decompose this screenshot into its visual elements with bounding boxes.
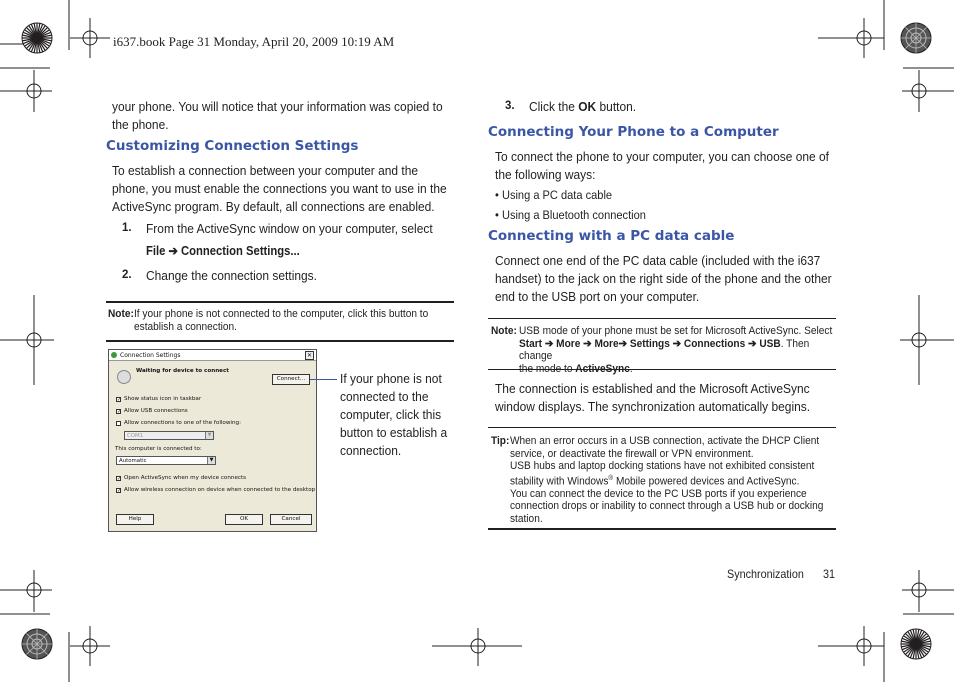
checkbox-ports[interactable] [116, 421, 121, 426]
usb-note-line-1: USB mode of your phone must be set for Microsoft ActiveSync. Select [519, 325, 833, 337]
crosshair-target-icon [900, 295, 940, 385]
registered-mark: ® [608, 474, 614, 482]
sync-status-icon [117, 370, 131, 384]
tip-bottom-rule [488, 528, 836, 530]
option-open-activesync: Open ActiveSync when my device connects [124, 475, 247, 481]
usb-note-path: Start ➔ More ➔ More➔ Settings ➔ Connections ➔ USB [519, 337, 781, 350]
usb-note-path-post: . Then change [519, 337, 810, 362]
footer-section: Synchronization [727, 567, 804, 581]
usb-note-line-2 [519, 338, 836, 363]
dialog-title-bar [109, 350, 316, 361]
crosshair-target-icon [0, 70, 52, 112]
option-ports: Allow connections to one of the following: [124, 420, 241, 426]
crosshair-target-icon [0, 570, 52, 612]
computer-connection-value: Automatic [119, 458, 147, 464]
callout-text: If your phone is not connected to the computer, click this button to establish a connection. [340, 371, 448, 458]
tip-text-1: When an error occurs in a USB connection, activate the DHCP Client service, or deactivate the firewall or VPN environment. [510, 435, 820, 460]
pc-cable-paragraph: Connect one end of the PC data cable (included with the i637 handset) to the jack on the right side of the phone and the other end to the USB port on your computer. [495, 253, 832, 304]
option-usb: Allow USB connections [124, 408, 188, 414]
usb-note-mode-pre: the mode to [519, 362, 576, 375]
filled-circle-target-icon [22, 629, 52, 659]
connection-established-paragraph: The connection is established and the Microsoft ActiveSync window displays. The synchronization automatically begins. [495, 381, 811, 414]
section-title-pc-data-cable: Connecting with a PC data cable [488, 228, 735, 244]
option-wireless: Allow wireless connection on device when connected to the desktop [124, 487, 316, 493]
starburst-target-icon [22, 23, 52, 53]
step-3-ok: OK [578, 99, 597, 114]
filled-circle-target-icon [901, 23, 931, 53]
crosshair-target-icon [432, 628, 522, 666]
callout-leader-line [310, 379, 337, 380]
note-top-rule [106, 301, 454, 303]
activesync-icon [111, 352, 117, 358]
page-number: 31 [823, 567, 836, 581]
starburst-target-icon [901, 629, 931, 659]
note-label: Note: [491, 325, 517, 337]
intro-paragraph: your phone. You will notice that your information was copied to the phone. [112, 99, 443, 132]
step-3-text [529, 98, 817, 116]
crosshair-target-icon [818, 18, 884, 58]
port-select-value: COM1 [127, 433, 144, 439]
note-bottom-rule [488, 369, 836, 370]
section-title-connecting-phone: Connecting Your Phone to a Computer [488, 124, 779, 140]
step-number: 2. [122, 269, 132, 281]
ok-button[interactable]: OK [225, 514, 263, 525]
computer-connected-label: This computer is connected to: [115, 446, 202, 452]
running-head: i637.book Page 31 Monday, April 20, 2009 10:19 AM [113, 34, 395, 49]
option-show-icon: Show status icon in taskbar [124, 396, 202, 402]
tip-text-2-post: Mobile powered devices and ActiveSync. [613, 475, 800, 488]
step-number: 3. [505, 100, 515, 112]
cancel-button[interactable]: Cancel [270, 514, 312, 525]
tip-text-2-pre: USB hubs and laptop docking stations have not exhibited consistent stability with Windows [510, 460, 815, 488]
crosshair-target-icon [902, 570, 954, 612]
section-title-customizing: Customizing Connection Settings [106, 138, 359, 154]
bullet-pc-cable: • Using a PC data cable [495, 188, 613, 202]
crosshair-target-icon [70, 18, 110, 58]
tip-text-2 [510, 460, 837, 488]
step-3-post: button. [596, 99, 637, 114]
tip-text [510, 435, 837, 525]
crosshair-target-icon [70, 626, 110, 666]
customizing-paragraph: To establish a connection between your computer and the phone, you must enable the connections you want to use in the ActiveSync program. By default, all connections are enabled. [112, 163, 447, 214]
chevron-down-icon: ▼ [205, 432, 213, 439]
step-2-text: Change the connection settings. [146, 268, 317, 283]
usb-note [519, 325, 836, 375]
usb-note-mode-post: . [629, 362, 633, 375]
port-select[interactable] [124, 431, 214, 440]
note-label: Note: [108, 308, 134, 320]
usb-note-mode: ActiveSync [575, 362, 630, 375]
checkbox-usb[interactable]: ✓ [117, 409, 122, 415]
checkbox-wireless[interactable]: ✓ [117, 488, 122, 494]
note-text: If your phone is not connected to the computer, click this button to establish a connection. [134, 308, 429, 333]
tip-label: Tip: [491, 435, 510, 447]
help-button[interactable]: Help [116, 514, 154, 525]
computer-connection-select[interactable] [116, 456, 216, 465]
note-bottom-rule [106, 340, 454, 342]
crosshair-target-icon [14, 295, 54, 385]
bullet-bluetooth: • Using a Bluetooth connection [495, 208, 646, 222]
checkbox-show-icon[interactable]: ✓ [117, 397, 122, 403]
crosshair-target-icon [818, 626, 884, 666]
step-3-pre: Click the [529, 99, 579, 114]
tip-top-rule [488, 427, 836, 428]
step-number: 1. [122, 222, 132, 234]
close-icon[interactable]: ✕ [306, 352, 313, 359]
note-top-rule [488, 318, 836, 319]
connect-button[interactable]: Connect... [272, 374, 310, 385]
connecting-paragraph: To connect the phone to your computer, you can choose one of the following ways: [495, 149, 829, 182]
connection-settings-dialog [108, 349, 317, 532]
checkbox-open-activesync[interactable]: ✓ [117, 476, 122, 482]
dialog-title: Connection Settings [120, 351, 181, 359]
chevron-down-icon: ▼ [207, 457, 215, 464]
crosshair-target-icon [902, 70, 954, 112]
step-1-menu-path: File ➔ Connection Settings... [146, 244, 300, 258]
step-1-text: From the ActiveSync window on your computer, select [146, 221, 433, 236]
dialog-status-text: Waiting for device to connect [136, 368, 229, 374]
tip-text-3: You can connect the device to the PC USB ports if you experience connection drops or inability to connect through a USB hub or docking station. [510, 487, 824, 525]
